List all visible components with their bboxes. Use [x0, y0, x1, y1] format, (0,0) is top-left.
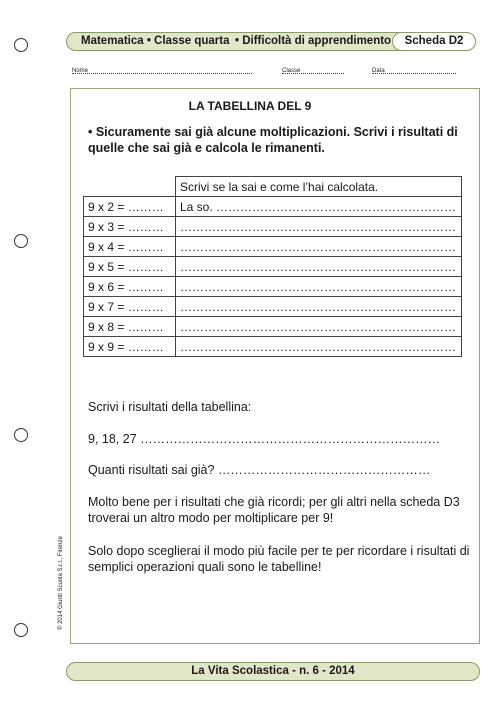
- classe-field[interactable]: [282, 68, 344, 74]
- answer-cell[interactable]: La so. ……………………………………………………: [176, 197, 462, 217]
- table-row: [84, 297, 462, 317]
- scheda-label: Scheda D2: [392, 32, 476, 51]
- answer-cell[interactable]: ……………………………………………………………: [176, 297, 462, 317]
- binder-hole-3: [14, 428, 28, 442]
- answer-cell[interactable]: ……………………………………………………………: [176, 217, 462, 237]
- known-results-question[interactable]: Quanti risultati sai già? ……………………………………………: [88, 463, 431, 477]
- nome-label: Nome: [72, 68, 89, 74]
- closing-paragraph: Solo dopo sceglierai il modo più facile per te per ricordare i risultati di semplici operazioni quali sono le tabelline!: [88, 544, 470, 574]
- answer-cell[interactable]: ……………………………………………………………: [176, 237, 462, 257]
- operation-cell[interactable]: 9 x 5 = ………: [84, 257, 176, 277]
- header-subject: Matematica • Classe quarta: [81, 35, 230, 47]
- copyright-text: © 2014 Giunti Scuola S.r.l., Firenze: [58, 536, 64, 630]
- answer-cell[interactable]: ……………………………………………………………: [176, 337, 462, 357]
- table-row: [84, 337, 462, 357]
- encouragement-paragraph: Molto bene per i risultati che già ricordi; per gli altri nella scheda D3 troverai un altro modo per moltiplicare per 9!: [88, 495, 460, 525]
- table-row: [84, 257, 462, 277]
- header-bar: [66, 32, 476, 51]
- operation-cell[interactable]: 9 x 8 = ………: [84, 317, 176, 337]
- page-title: LA TABELLINA DEL 9: [188, 99, 312, 113]
- header-empty-cell: [84, 177, 176, 197]
- nome-field[interactable]: [72, 68, 252, 74]
- operation-cell[interactable]: 9 x 6 = ………: [84, 277, 176, 297]
- answer-cell[interactable]: ……………………………………………………………: [176, 277, 462, 297]
- footer-bar: La Vita Scolastica - n. 6 - 2014: [66, 662, 480, 681]
- sequence-fill-line[interactable]: 9, 18, 27 ………………………………………………………………: [88, 432, 441, 446]
- table-row: [84, 277, 462, 297]
- table-header-row: [84, 177, 462, 197]
- operation-cell[interactable]: 9 x 4 = ………: [84, 237, 176, 257]
- instruction-results: Scrivi i risultati della tabellina:: [88, 400, 252, 414]
- classe-label: Classe: [282, 68, 301, 74]
- table-header: Scrivi se la sai e come l’hai calcolata.: [176, 177, 462, 197]
- operation-cell[interactable]: 9 x 9 = ………: [84, 337, 176, 357]
- binder-hole-4: [14, 623, 28, 637]
- table-row: [84, 197, 462, 217]
- operation-cell[interactable]: 9 x 3 = ………: [84, 217, 176, 237]
- binder-hole-1: [14, 38, 28, 52]
- operation-cell[interactable]: 9 x 7 = ………: [84, 297, 176, 317]
- answer-cell[interactable]: ……………………………………………………………: [176, 257, 462, 277]
- operation-cell[interactable]: 9 x 2 = ………: [84, 197, 176, 217]
- table-row: [84, 237, 462, 257]
- header-topic: • Difficoltà di apprendimento: [235, 35, 392, 47]
- table-row: [84, 317, 462, 337]
- intro-text: • Sicuramente sai già alcune moltiplicazioni. Scrivi i risultati di quelle che sai già e calcola le rimanenti.: [88, 125, 458, 155]
- data-label: Data: [372, 68, 385, 74]
- data-field[interactable]: [372, 68, 456, 74]
- table-row: [84, 217, 462, 237]
- binder-hole-2: [14, 234, 28, 248]
- answer-cell[interactable]: ……………………………………………………………: [176, 317, 462, 337]
- multiplication-table: [83, 176, 462, 357]
